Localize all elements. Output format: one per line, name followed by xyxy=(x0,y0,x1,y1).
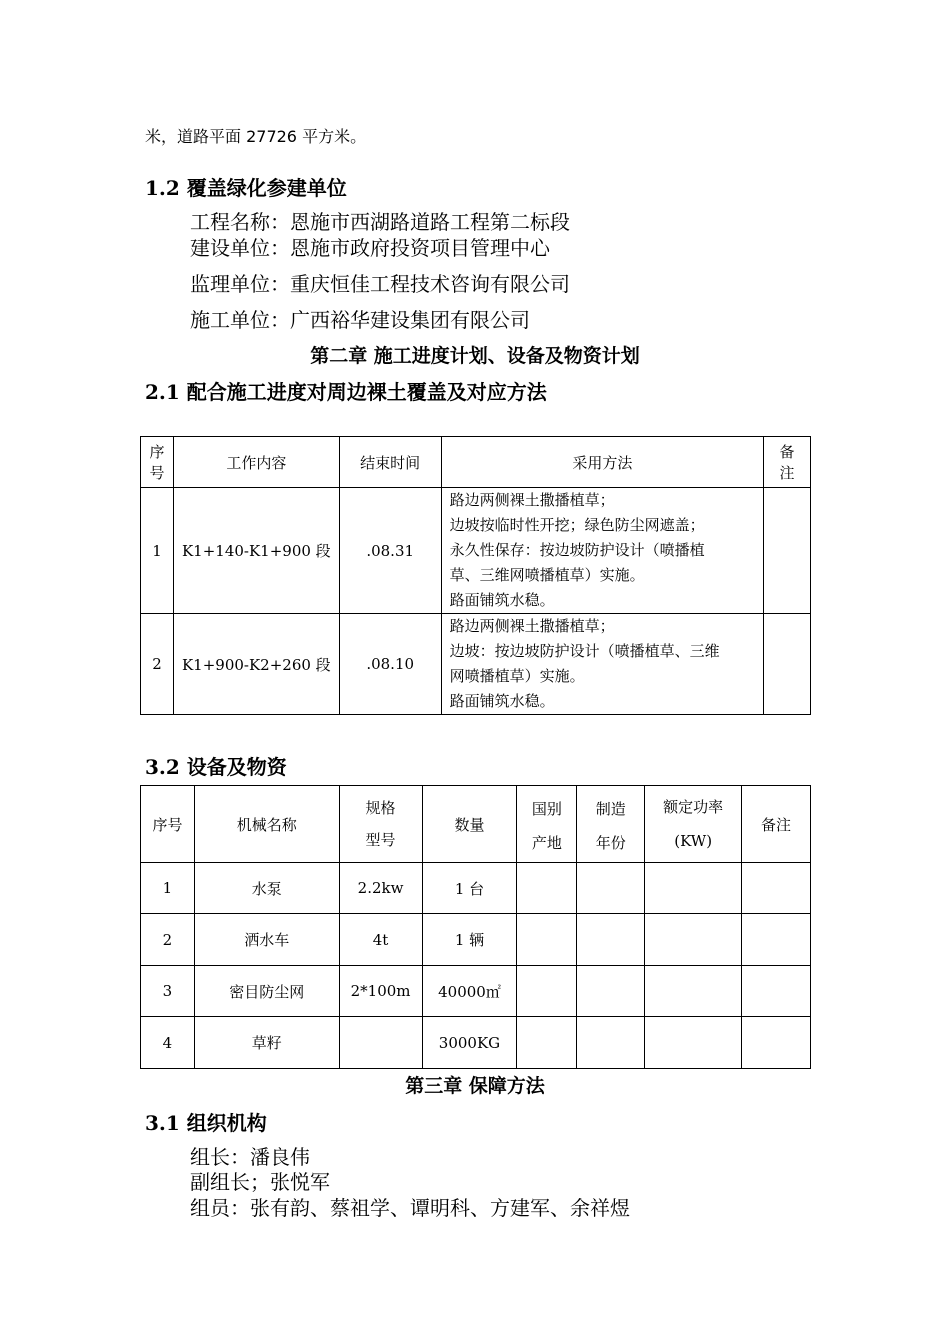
header-no: 序号 xyxy=(141,786,195,863)
equipment-table xyxy=(140,785,811,1069)
table-row xyxy=(141,1017,811,1069)
row-qty: 1 台 xyxy=(422,863,517,914)
row-no: 1 xyxy=(141,488,174,614)
row-qty: 3000KG xyxy=(422,1017,517,1069)
header-content: 工作内容 xyxy=(173,437,339,488)
row-spec: 4t xyxy=(339,914,422,966)
row-spec: 2.2kw xyxy=(339,863,422,914)
intro-line: 米，道路平面 27726 平方米。 xyxy=(145,127,367,146)
header-name: 机械名称 xyxy=(194,786,339,863)
section-2-1-heading: 2.1 配合施工进度对周边裸土覆盖及对应方法 xyxy=(145,380,547,404)
header-spec: 规格 型号 xyxy=(339,786,422,863)
row-content: K1+140-K1+900 段 xyxy=(173,488,339,614)
row-name: 水泵 xyxy=(194,863,339,914)
row-no: 1 xyxy=(141,863,195,914)
header-method: 采用方法 xyxy=(441,437,763,488)
row-name: 密目防尘网 xyxy=(194,966,339,1017)
project-name-line: 工程名称：恩施市西湖路道路工程第二标段 xyxy=(190,210,570,234)
row-no: 3 xyxy=(141,966,195,1017)
row-remark xyxy=(764,488,811,614)
schedule-header-row xyxy=(141,437,811,488)
row-spec: 2*100m xyxy=(339,966,422,1017)
section-3-1-heading: 3.1 组织机构 xyxy=(145,1111,267,1135)
client-line: 建设单位：恩施市政府投资项目管理中心 xyxy=(190,236,550,260)
row-name: 洒水车 xyxy=(194,914,339,966)
row-qty: 40000㎡ xyxy=(422,966,517,1017)
row-spec xyxy=(339,1017,422,1069)
table-row xyxy=(141,614,811,715)
row-method: 路边两侧裸土撒播植草； 边坡按临时性开挖；绿色防尘网遮盖； 永久性保存：按边坡防护设计（喷播植 草、三维网喷播植草）实施。 路面铺筑水稳。 xyxy=(441,488,763,614)
row-end-time: .08.10 xyxy=(339,614,441,715)
chapter-2-title: 第二章 施工进度计划、设备及物资计划 xyxy=(310,345,640,367)
row-name: 草籽 xyxy=(194,1017,339,1069)
table-row xyxy=(141,914,811,966)
header-no: 序 号 xyxy=(141,437,174,488)
header-remark: 备 注 xyxy=(764,437,811,488)
row-no: 2 xyxy=(141,914,195,966)
header-end-time: 结束时间 xyxy=(339,437,441,488)
section-3-2-heading: 3.2 设备及物资 xyxy=(145,755,287,779)
deputy-leader-line: 副组长；张悦军 xyxy=(190,1170,330,1194)
contractor-line: 施工单位：广西裕华建设集团有限公司 xyxy=(190,308,530,332)
table-row xyxy=(141,863,811,914)
row-no: 2 xyxy=(141,614,174,715)
table-row xyxy=(141,966,811,1017)
header-power: 额定功率 (KW) xyxy=(645,786,742,863)
table-row xyxy=(141,488,811,614)
equipment-header-row xyxy=(141,786,811,863)
header-origin: 国别 产地 xyxy=(517,786,577,863)
members-line: 组员：张有韵、蔡祖学、谭明科、方建军、余祥煜 xyxy=(190,1196,630,1220)
header-qty: 数量 xyxy=(422,786,517,863)
section-1-2-heading: 1.2 覆盖绿化参建单位 xyxy=(145,176,347,200)
row-no: 4 xyxy=(141,1017,195,1069)
supervisor-line: 监理单位：重庆恒佳工程技术咨询有限公司 xyxy=(190,272,570,296)
header-year: 制造 年份 xyxy=(577,786,645,863)
row-qty: 1 辆 xyxy=(422,914,517,966)
schedule-table xyxy=(140,436,811,715)
row-content: K1+900-K2+260 段 xyxy=(173,614,339,715)
team-leader-line: 组长：潘良伟 xyxy=(190,1145,310,1169)
header-remark: 备注 xyxy=(742,786,811,863)
chapter-3-title: 第三章 保障方法 xyxy=(405,1075,545,1097)
row-remark xyxy=(764,614,811,715)
row-method: 路边两侧裸土撒播植草； 边坡：按边坡防护设计（喷播植草、三维 网喷播植草）实施。 路面铺筑水稳。 xyxy=(441,614,763,715)
row-end-time: .08.31 xyxy=(339,488,441,614)
